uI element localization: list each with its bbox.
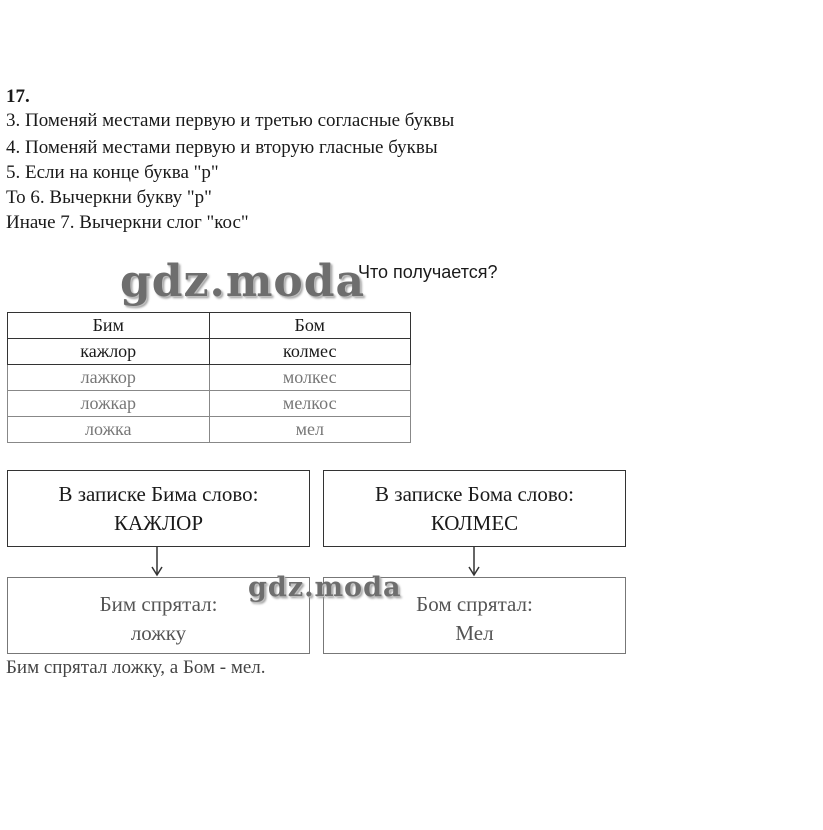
transformation-table [7,312,411,443]
bom-note-box [323,470,626,547]
table-cell: колмес [209,339,411,365]
table-header-row [8,313,411,339]
task-number: 17. [6,86,30,107]
table-cell: молкес [209,365,411,391]
table-row [8,391,411,417]
column-header-bim: Бим [8,313,210,339]
bim-note-label: В записке Бима слово: [58,482,259,506]
instruction-step-4: 4. Поменяй местами первую и вторую гласные буквы [6,137,438,158]
table-cell: ложкар [8,391,210,417]
bim-note-word: КАЖЛОР [113,511,204,535]
table-cell: кажлор [8,339,210,365]
instruction-step-5: 5. Если на конце буква "р" [6,162,219,183]
table-cell: мелкос [209,391,411,417]
table-cell: мел [209,417,411,443]
bim-hid-item: ложку [130,621,187,645]
column-header-bom: Бом [209,313,411,339]
bom-note-label: В записке Бома слово: [375,482,574,506]
table-cell: ложка [8,417,210,443]
down-arrow-icon [468,547,480,577]
bim-hid-label: Бим спрятал: [99,592,218,616]
bom-note-word: КОЛМЕС [430,511,519,535]
table-row [8,417,411,443]
bim-note-box [7,470,310,547]
instruction-step-6: То 6. Вычеркни букву "р" [6,187,212,208]
table-row [8,339,411,365]
bom-hid-label: Бом спрятал: [416,592,533,616]
down-arrow-icon [151,547,163,577]
conclusion-text: Бим спрятал ложку, а Бом - мел. [6,657,266,678]
table-row [8,365,411,391]
table-cell: лажкор [8,365,210,391]
watermark-logo: gdz.moda [120,256,366,307]
instruction-step-7: Иначе 7. Вычеркни слог "кос" [6,212,249,233]
instruction-step-3: 3. Поменяй местами первую и третью согласные буквы [6,110,455,131]
watermark-logo: gdz.moda [248,572,402,603]
question-text: Что получается? [358,262,498,282]
bom-hid-item: Мел [455,621,494,645]
